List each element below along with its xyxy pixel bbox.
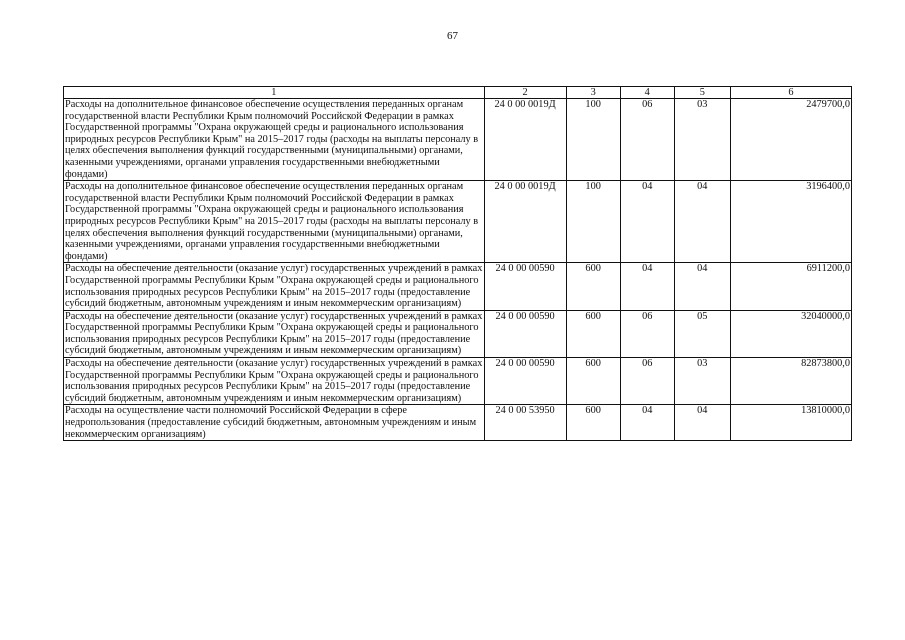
row-amount: 2479700,0 <box>730 99 851 181</box>
budget-table <box>63 86 852 441</box>
row-amount: 13810000,0 <box>730 405 851 441</box>
row-subsection: 04 <box>674 405 730 441</box>
header-col-6: 6 <box>730 87 851 99</box>
row-subsection: 05 <box>674 310 730 357</box>
table-row <box>64 358 852 405</box>
table-header-row <box>64 87 852 99</box>
row-expense-type: 100 <box>566 181 620 263</box>
row-amount: 32040000,0 <box>730 310 851 357</box>
row-section: 06 <box>620 310 674 357</box>
row-expense-type: 600 <box>566 310 620 357</box>
row-section: 06 <box>620 358 674 405</box>
row-subsection: 03 <box>674 358 730 405</box>
table-row <box>64 263 852 310</box>
row-expense-type: 100 <box>566 99 620 181</box>
row-description: Расходы на дополнительное финансовое обеспечение осуществления переданных органам государственной власти Республики Крым полномочий Российской Федерации в рамках Государственной программы "Охрана окружающей среды и рационального использования природных ресурсов Республики Крым" на 2015–2017 годы (расходы на выплаты персоналу в целях обеспечения выполнения функций государственными (муниципальными) органами, казенными учреждениями, органами управления государственными внебюджетными фондами) <box>64 99 485 181</box>
row-description: Расходы на осуществление части полномочий Российской Федерации в сфере недропользования (предоставление субсидий бюджетным, автономным учреждениям и иным некоммерческим организациям) <box>64 405 485 441</box>
row-description: Расходы на обеспечение деятельности (оказание услуг) государственных учреждений в рамках Государственной программы Республики Крым "Охрана окружающей среды и рационального использования природных ресурсов Республики Крым" на 2015–2017 годы (предоставление субсидий бюджетным, автономным учреждениям и иным некоммерческим организациям) <box>65 358 483 404</box>
table-row <box>64 181 852 263</box>
header-col-4: 4 <box>620 87 674 99</box>
table-row <box>64 310 852 357</box>
table-row <box>64 405 852 441</box>
row-target-code: 24 0 00 00590 <box>484 310 566 357</box>
table-row <box>64 99 852 181</box>
row-target-code: 24 0 00 0019Д <box>484 99 566 181</box>
row-amount: 82873800,0 <box>730 358 851 405</box>
row-target-code: 24 0 00 00590 <box>484 358 566 405</box>
row-expense-type: 600 <box>566 358 620 405</box>
row-description: Расходы на обеспечение деятельности (оказание услуг) государственных учреждений в рамках Государственной программы Республики Крым "Охрана окружающей среды и рационального использования природных ресурсов Республики Крым" на 2015–2017 годы (предоставление субсидий бюджетным, автономным учреждениям и иным некоммерческим организациям) <box>65 310 483 357</box>
header-col-1: 1 <box>64 87 485 99</box>
header-col-5: 5 <box>674 87 730 99</box>
row-subsection: 03 <box>674 99 730 181</box>
row-subsection: 04 <box>674 263 730 310</box>
row-target-code: 24 0 00 53950 <box>484 405 566 441</box>
row-amount: 3196400,0 <box>730 181 851 263</box>
row-section: 06 <box>620 99 674 181</box>
row-description: Расходы на дополнительное финансовое обеспечение осуществления переданных органам государственной власти Республики Крым полномочий Российской Федерации в рамках Государственной программы "Охрана окружающей среды и рационального использования природных ресурсов Республики Крым" на 2015–2017 годы (расходы на выплаты персоналу в целях обеспечения выполнения функций государственными (муниципальными) органами, казенными учреждениями, органами управления государственными внебюджетными фондами) <box>64 181 485 263</box>
row-section: 04 <box>620 263 674 310</box>
row-amount: 6911200,0 <box>730 263 851 310</box>
row-section: 04 <box>620 181 674 263</box>
row-section: 04 <box>620 405 674 441</box>
header-col-2: 2 <box>484 87 566 99</box>
row-expense-type: 600 <box>566 263 620 310</box>
row-target-code: 24 0 00 00590 <box>484 263 566 310</box>
row-description: Расходы на обеспечение деятельности (оказание услуг) государственных учреждений в рамках Государственной программы Республики Крым "Охрана окружающей среды и рационального использования природных ресурсов Республики Крым" на 2015–2017 годы (предоставление субсидий бюджетным, автономным учреждениям и иным некоммерческим организациям) <box>65 263 483 310</box>
row-subsection: 04 <box>674 181 730 263</box>
header-col-3: 3 <box>566 87 620 99</box>
row-expense-type: 600 <box>566 405 620 441</box>
row-target-code: 24 0 00 0019Д <box>484 181 566 263</box>
page-number: 67 <box>447 30 458 42</box>
